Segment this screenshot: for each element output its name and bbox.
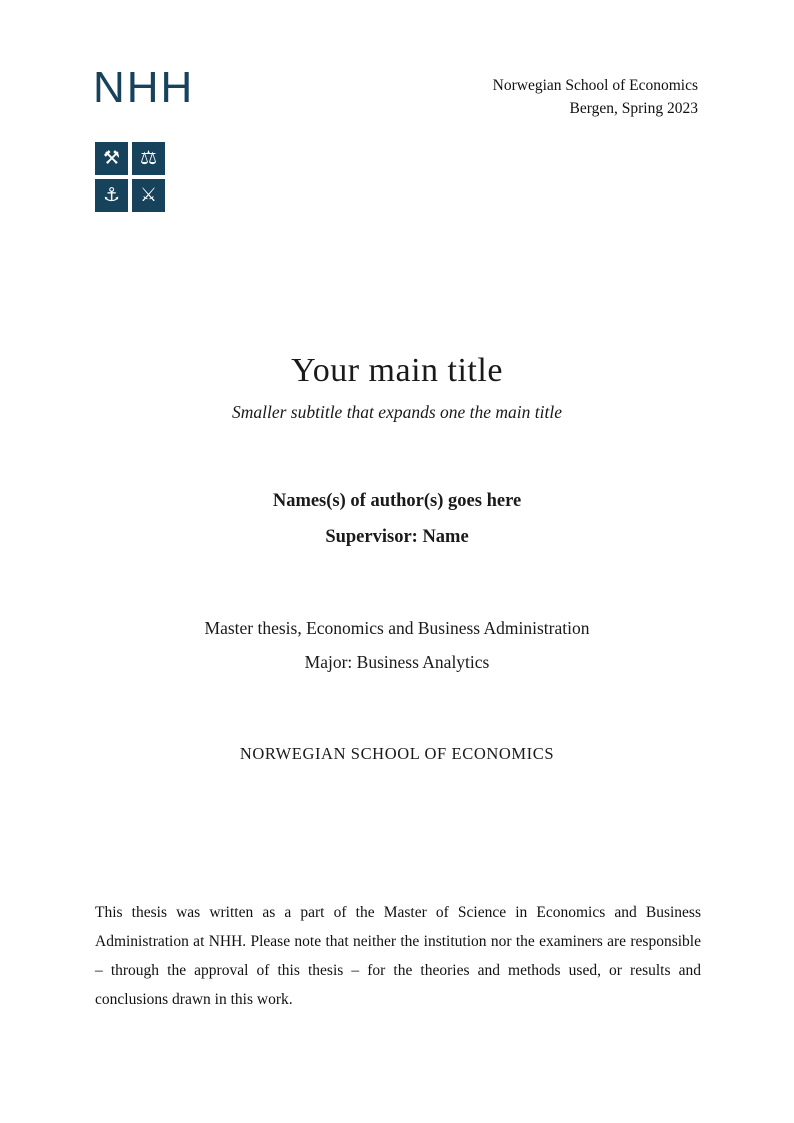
nhh-logo: NHH	[93, 63, 195, 112]
school-name-line: NORWEGIAN SCHOOL OF ECONOMICS	[239, 744, 555, 763]
institution-term: Bergen, Spring 2023	[569, 100, 698, 118]
major-line: Major: Business Analytics	[304, 652, 490, 672]
anchor-icon: ⚓	[95, 179, 128, 212]
program-line: Master thesis, Economics and Business Administration	[204, 618, 590, 638]
institution-name: Norwegian School of Economics	[492, 77, 698, 94]
crossed-hammers-icon: ⚒	[95, 142, 128, 175]
disclaimer-paragraph: This thesis was written as a part of the Master of Science in Economics and Business Administration at NHH. Please note that neither the institution nor the examiners are responsible – through the approval of this thesis – for the theories and methods used, or results and conclusions drawn in this work.	[95, 904, 701, 1009]
caduceus-fish-icon: ⚔	[132, 179, 165, 212]
nhh-emblem-grid	[95, 142, 165, 212]
page-subtitle: Smaller subtitle that expands one the main title	[231, 402, 563, 422]
institution-block	[493, 74, 698, 121]
page-title: Your main title	[291, 352, 503, 389]
supervisor-line: Supervisor: Name	[325, 527, 469, 547]
scales-icon: ⚖	[132, 142, 165, 175]
authors-line: Names(s) of author(s) goes here	[272, 491, 522, 511]
